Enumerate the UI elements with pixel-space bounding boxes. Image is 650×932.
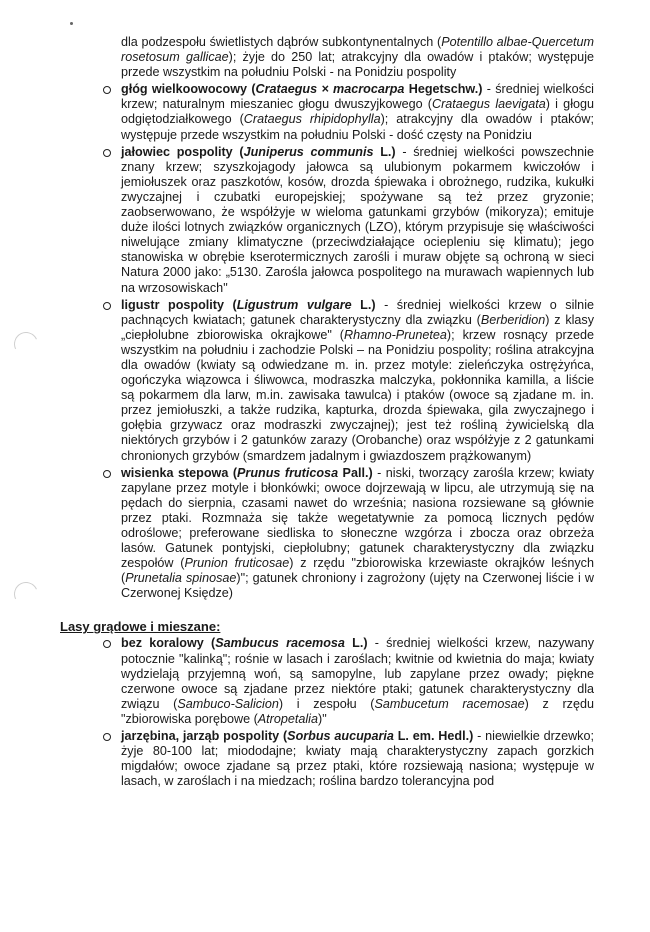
punch-hole-mark (11, 329, 42, 360)
species-author: Pall.) (338, 465, 373, 480)
bullet-circle-icon (103, 302, 111, 310)
latin-term: Prunetalia spinosae (125, 571, 237, 586)
scan-speck (70, 22, 73, 25)
intro-text: dla podzespołu świetlistych dąbrów subkontynentalnych ( (121, 35, 442, 49)
species-name: ligustr pospolity ( (121, 297, 237, 312)
species-author: Hegetschw.) (404, 82, 483, 97)
description-text: ) z klasy „ciepłolubne zbiorowiska okrajkowe" ( (121, 312, 595, 342)
latin-term: Sambucetum racemosae (374, 696, 525, 711)
latin-term: Atropetalia (257, 711, 318, 726)
latin-term: Crataegus laevigata (432, 97, 546, 112)
bullet-circle-icon (103, 86, 111, 94)
species-latin-name: Sambucus racemosa (215, 636, 345, 651)
species-latin-name: Prunus fruticosa (237, 465, 339, 480)
description-text: - niewielkie drzewko; żyje 80-100 lat; miododajne; kwiaty mają charakterystyczny zapach gorzkich migdałów; owoce zjadane są przez ptaki, które rozsiewają nasiona; występuje w lasach, w zaroślach i na miedzach; roślina bardzo tolerancyjna pod (121, 729, 594, 789)
intro-latin: Potentillo albae-Quercetum rosetosum gallicae (121, 35, 594, 65)
description-text: )" (318, 711, 327, 726)
intro-paragraph (121, 35, 594, 80)
species-entry (94, 636, 594, 727)
latin-term: Berberidion (480, 312, 546, 327)
species-entry (94, 298, 594, 464)
species-description (121, 298, 594, 464)
species-author: L.) (344, 636, 368, 651)
latin-term: Prunion fruticosae (184, 556, 290, 571)
species-latin-name: Juniperus communis (243, 144, 374, 159)
document-body (60, 35, 595, 789)
description-text: ) i głogu odgiętodziałkowego ( (121, 97, 594, 127)
species-name: jałowiec pospolity ( (121, 144, 244, 159)
species-name: głóg wielkoowocowy ( (121, 82, 256, 97)
intro-text: ); żyje do 250 lat; atrakcyjny dla owadów i ptaków; występuje przede wszystkim na południu Polski - na Ponidziu pospolity (121, 50, 594, 80)
species-author: L.) (373, 144, 396, 159)
bullet-circle-icon (103, 470, 111, 478)
description-text: ); krzew rosnący przede wszystkim na południu i zachodzie Polski – na Ponidziu pospolity; roślina atrakcyjna dla owadów (kwiaty są odwiedzane m. in. przez motyle: zieleńczyka ostrężyńca, ogończyka wiązowca i śliwowca, modraszka malczyka, pokłonnika kamilla, a liście są pokarmem dla larw, m.in. zawisaka tawulca) i ptaków (owoce są zjadane m. in. przez jemiołuszki, a także rudzika, kapturka, drozda śpiewaka, gila zwyczajnego i gołębia grzywacz oraz modraszki zwyczajnej); jest też rośliną żywicielską dla niektórych grzybów i 2 gatunków zarazy (Orobanche) oraz współżyje z 2 gatunkami chronionych grzybów (smardzem jadalnym i gwiazdoszem prążkowanym) (121, 327, 594, 463)
description-text: ) z rzędu "zbiorowiska krzewiaste okrajków leśnych ( (121, 556, 594, 586)
bullet-circle-icon (103, 733, 111, 741)
species-entry (94, 145, 594, 296)
species-entry (94, 82, 594, 142)
species-list-forests (94, 636, 594, 789)
species-entry (94, 729, 594, 789)
species-entry (94, 466, 594, 602)
species-description (121, 729, 594, 789)
species-list-shrubs (94, 82, 594, 601)
bullet-circle-icon (103, 640, 111, 648)
bullet-circle-icon (103, 149, 111, 157)
species-description (121, 466, 594, 602)
description-text: - średniej wielkości krzew o silnie pachnących kwiatach; gatunek charakterystyczny dla związku ( (121, 297, 594, 327)
species-description (121, 145, 594, 296)
species-description (121, 82, 594, 142)
description-text: ); atrakcyjny dla owadów i ptaków; występuje przede wszystkim na południu Polski - dość częsty na Ponidziu (121, 112, 594, 142)
species-latin-name: Sorbus aucuparia (287, 729, 394, 744)
description-text: - niski, tworzący zarośla krzew; kwiaty zapylane przez motyle i błonkówki; owoce dojrzewają w lipcu, ale utrzymują się na pędach do sierpnia, czasami nawet do września; nasiona rozsiewane są głównie przez ptaki. Rozmnaża się także wegetatywnie za pomocą licznych pędów odroślowe; preferowane siedliska to słoneczne wzgórza i zbocza oraz obrzeża lasów. Gatunek pontyjski, ciepłolubny; gatunek charakterystyczny dla związku zespołów ( (121, 465, 594, 571)
species-latin-name: Ligustrum vulgare (236, 297, 352, 312)
species-author: L. em. Hedl.) (393, 729, 474, 744)
section-heading: Lasy grądowe i mieszane: (60, 619, 221, 635)
description-text: - średniej wielkości powszechnie znany krzew; szyszkojagody jałowca są ulubionym pokarmem kwiczołów i jemiołuszek oraz paszkotów, kosów, drozda śpiewaka i obrożnego, rudzika, kukułki zwyczajnej i czubatki europejskiej; spożywane są też przez gryzonie; zaobserwowano, że współżyje w wieloma gatunkami grzybów (mikoryza); emituje duże ilości lotnych związków organicznych (LZO), którym przypisuje się właściwości niwelujące zmiany klimatyczne (przeciwdziałające ociepleniu się klimatu); jego stanowiska w obrębie kserotermicznych zarośli i muraw objęte są ochroną w sieci Natura 2000 jako: „5130. Zarośla jałowca pospolitego na murawach wapiennych lub na wrzosowiskach" (121, 144, 594, 295)
species-name: jarzębina, jarząb pospolity ( (121, 729, 288, 744)
description-text: - średniej wielkości krzew; naturalnym mieszaniec głogu dwuszyjkowego ( (121, 82, 594, 112)
species-name: bez koralowy ( (121, 636, 216, 651)
species-description (121, 636, 594, 727)
species-name: wisienka stepowa ( (121, 465, 238, 480)
species-latin-name: Crataegus × macrocarpa (255, 82, 405, 97)
description-text: - średniej wielkości krzew, nazywany potocznie "kalinką"; rośnie w lasach i zaroślach; kwitnie od kwietnia do maja; kwiaty wydzielają przyjemną woń, są samopylne, lub zapylane przez owady; piękne czerwone owoce są zjadane przez niektóre ptaki; gatunek charakterystyczny dla związu ( (121, 636, 595, 711)
description-text: )"; gatunek chroniony i zagrożony (ujęty na Czerwonej liście i w Czerwonej Księdze) (121, 571, 594, 601)
latin-term: Crataegus rhipidophylla (243, 112, 381, 127)
description-text: ) z rzędu "zbiorowiska porębowe ( (121, 696, 594, 726)
species-author: L.) (351, 297, 376, 312)
punch-hole-mark (11, 579, 42, 610)
description-text: ) i zespołu ( (278, 696, 375, 711)
latin-term: Rhamno-Prunetea (343, 327, 447, 342)
latin-term: Sambuco-Salicion (177, 696, 279, 711)
